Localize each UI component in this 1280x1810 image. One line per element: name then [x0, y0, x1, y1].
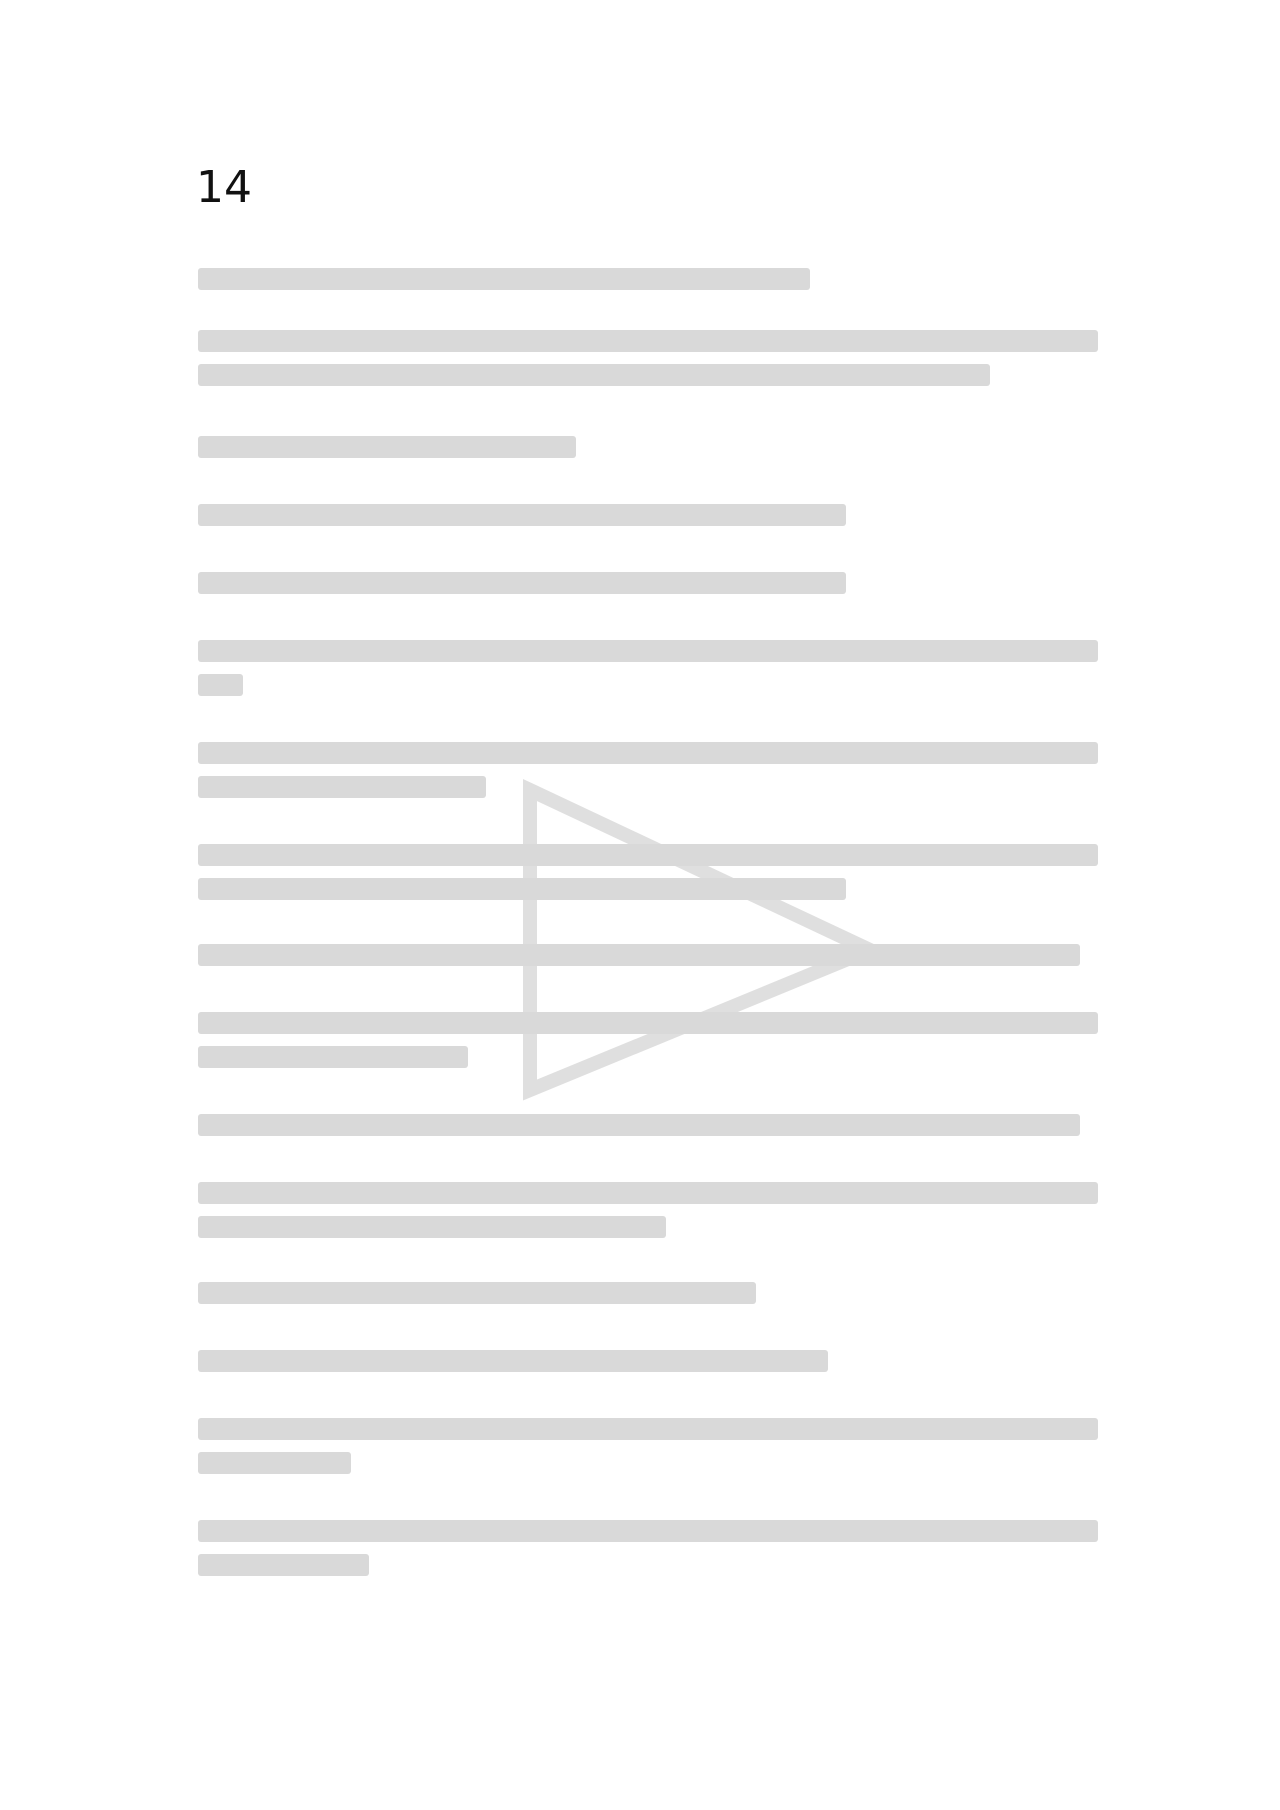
redacted-text-line: [198, 742, 1098, 764]
redacted-text-line: [198, 1452, 351, 1474]
paragraph-redacted: [198, 436, 1098, 470]
redacted-text-line: [198, 1046, 468, 1068]
paragraph-redacted: [198, 504, 1098, 538]
paragraph-redacted: [198, 1114, 1098, 1148]
paragraph-redacted: [198, 1182, 1098, 1250]
paragraph-redacted: [198, 742, 1098, 810]
page-number: 14: [196, 162, 252, 213]
redacted-text-line: [198, 1554, 369, 1576]
paragraph-redacted: [198, 1282, 1098, 1316]
paragraph-redacted: [198, 1012, 1098, 1080]
redacted-text-line: [198, 1114, 1080, 1136]
redacted-text-line: [198, 776, 486, 798]
paragraph-redacted: [198, 1520, 1098, 1588]
redacted-text-line: [198, 1418, 1098, 1440]
redacted-text-line: [198, 640, 1098, 662]
paragraph-redacted: [198, 1350, 1098, 1384]
redacted-text-line: [198, 944, 1080, 966]
redacted-text-line: [198, 1520, 1098, 1542]
redacted-text-line: [198, 504, 846, 526]
redacted-text-line: [198, 1216, 666, 1238]
redacted-text-line: [198, 1012, 1098, 1034]
redacted-text-line: [198, 844, 1098, 866]
redacted-text-line: [198, 436, 576, 458]
redacted-text-line: [198, 572, 846, 594]
paragraph-redacted: [198, 944, 1098, 978]
redacted-text-line: [198, 330, 1098, 352]
redacted-text-line: [198, 268, 810, 290]
redacted-text-line: [198, 674, 243, 696]
redacted-text-line: [198, 1282, 756, 1304]
redacted-text-line: [198, 878, 846, 900]
paragraph-redacted: [198, 844, 1098, 912]
redacted-text-line: [198, 1350, 828, 1372]
paragraph-redacted: [198, 640, 1098, 708]
paragraph-redacted: [198, 268, 1098, 302]
redacted-text-line: [198, 364, 990, 386]
paragraph-redacted: [198, 1418, 1098, 1486]
paragraph-redacted: [198, 330, 1098, 398]
paragraph-redacted: [198, 572, 1098, 606]
redacted-text-line: [198, 1182, 1098, 1204]
